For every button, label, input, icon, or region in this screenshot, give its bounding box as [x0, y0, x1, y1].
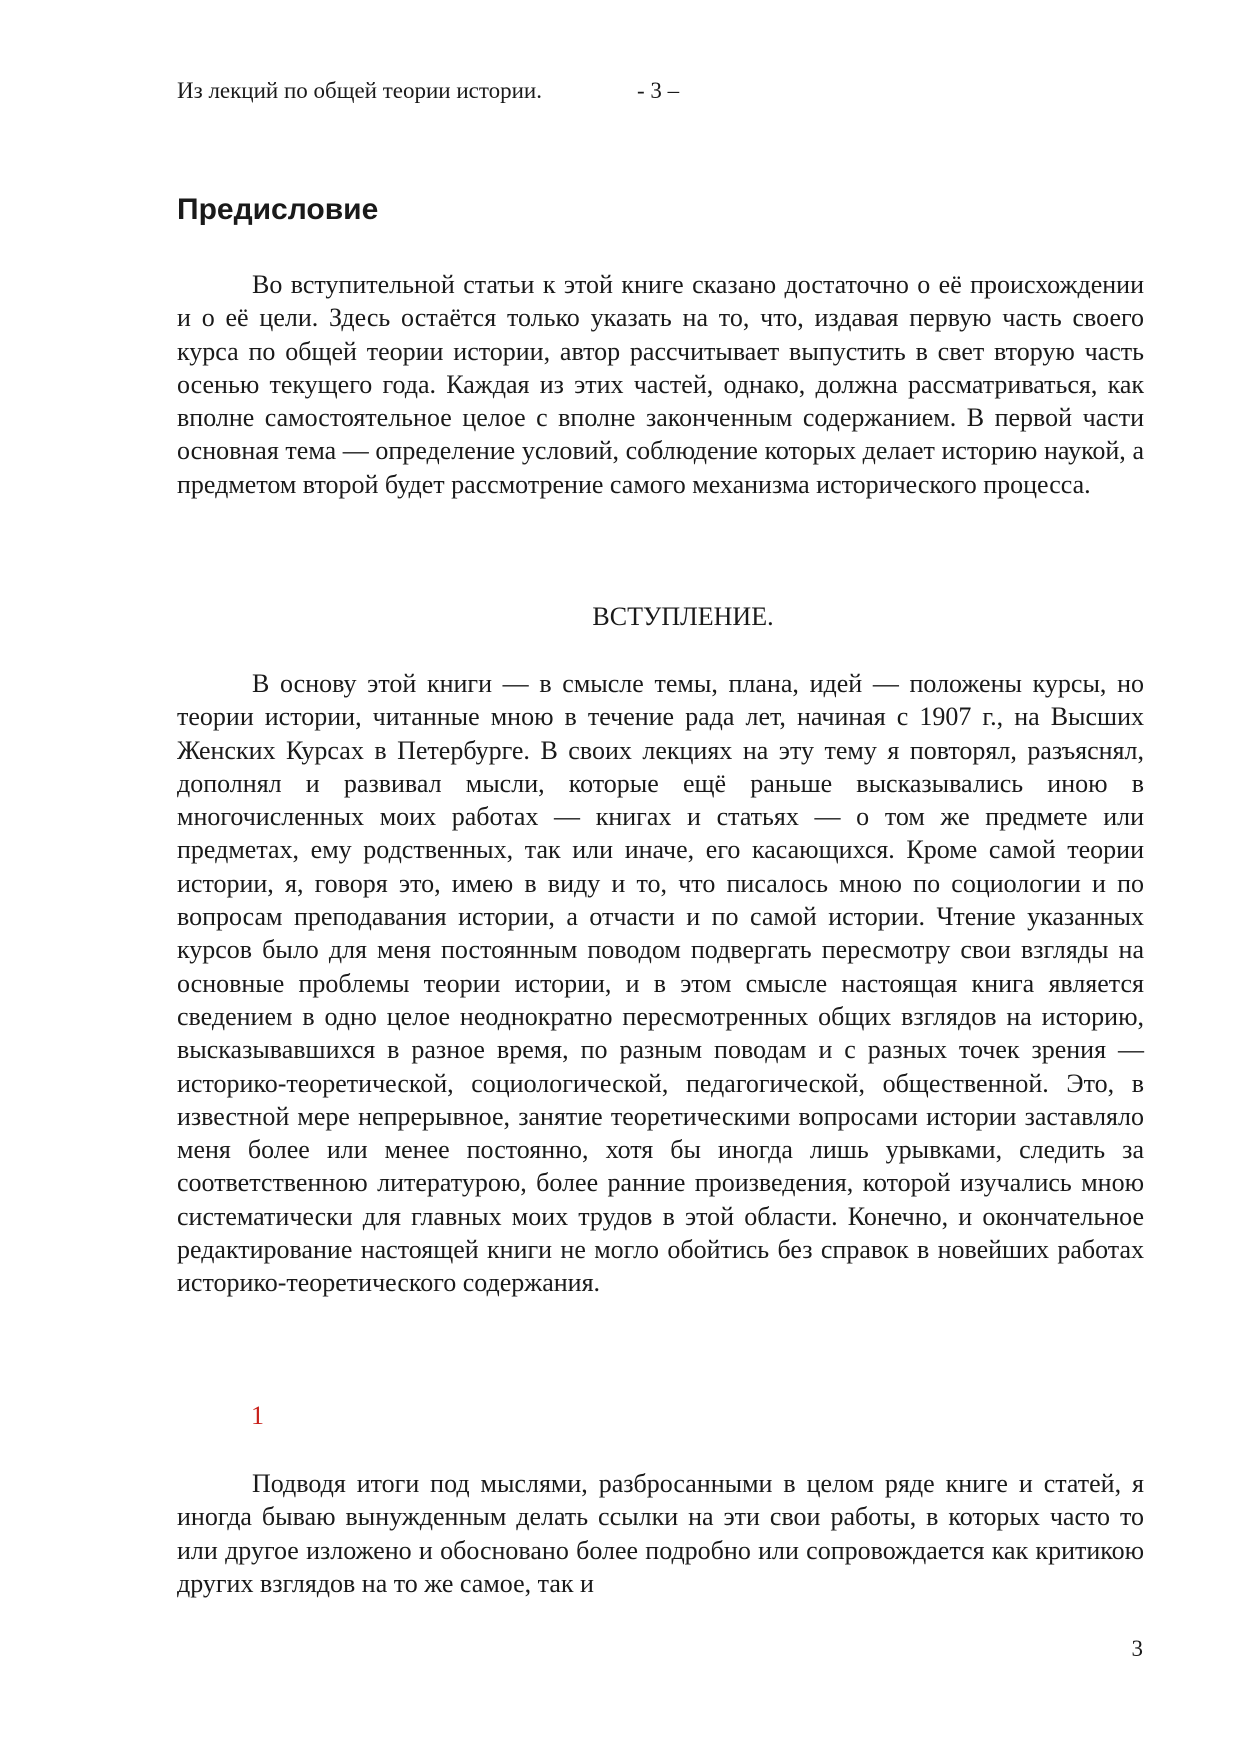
page-number: 3: [1131, 1636, 1143, 1661]
header-page-marker: - 3 –: [637, 78, 680, 103]
introduction-paragraph-continued: Подводя итоги под мыслями, разбросанными в целом ряде книге и статей, я иногда бываю вынужденным делать ссылки на эти свои работы, в которых часто то или другое изложено и обосновано более подробно или сопровождается как критикою других взглядов на то же самое, так и: [177, 1469, 1144, 1598]
footnote-marker[interactable]: 1: [251, 1401, 264, 1430]
running-header: [177, 76, 680, 106]
preface-paragraph: Во вступительной статьи к этой книге сказано достаточно о её происхождении и о её цели. Здесь остаётся только указать на то, что, издавая первую часть своего курса по общей теории истории, автор рассчитывает выпустить в свет вторую часть осенью текущего года. Каждая из этих частей, однако, должна рассматриваться, как вполне самостоятельное целое с вполне законченным содержанием. В первой части основная тема — определение условий, соблюдение которых делает историю наукой, а предметом второй будет рассмотрение самого механизма исторического процесса.: [177, 270, 1144, 499]
running-title: Из лекций по общей теории истории.: [177, 78, 542, 103]
preface-heading: Предисловие: [177, 193, 379, 226]
introduction-paragraph: В основу этой книги — в смысле темы, плана, идей — положены курсы, но теории истории, читанные мною в течение рада лет, начиная с 1907 г., на Высших Женских Курсах в Петербурге. В своих лекциях на эту тему я повторял, разъяснял, дополнял и развивал мысли, которые ещё раньше высказывались иною в многочисленных моих работах — книгах и статьях — о том же предмете или предметах, ему родственных, так или иначе, его касающихся. Кроме самой теории истории, я, говоря это, имею в виду и то, что писалось мною по социологии и по вопросам преподавания истории, а отчасти и по самой истории. Чтение указанных курсов было для меня постоянным поводом подвергать пересмотру свои взгляды на основные проблемы теории истории, и в этом смысле настоящая книга является сведением в одно целое неоднократно пересмотренных общих взглядов на историю, высказывавшихся в разное время, по разным поводам и с разных точек зрения — историко-теоретической, социологической, педагогической, общественной. Это, в известной мере непрерывное, занятие теоретическими вопросами истории заставляло меня более или менее постоянно, хотя бы иногда лишь урывками, следить за соответственною литературою, более ранние произведения, которой изучались мною систематически для главных моих трудов в этой области. Конечно, и окончательное редактирование настоящей книги не могло обойтись без справок в новейших работах историко-теоретического содержания.: [177, 669, 1144, 1298]
introduction-heading: ВСТУПЛЕНИЕ.: [592, 602, 774, 631]
